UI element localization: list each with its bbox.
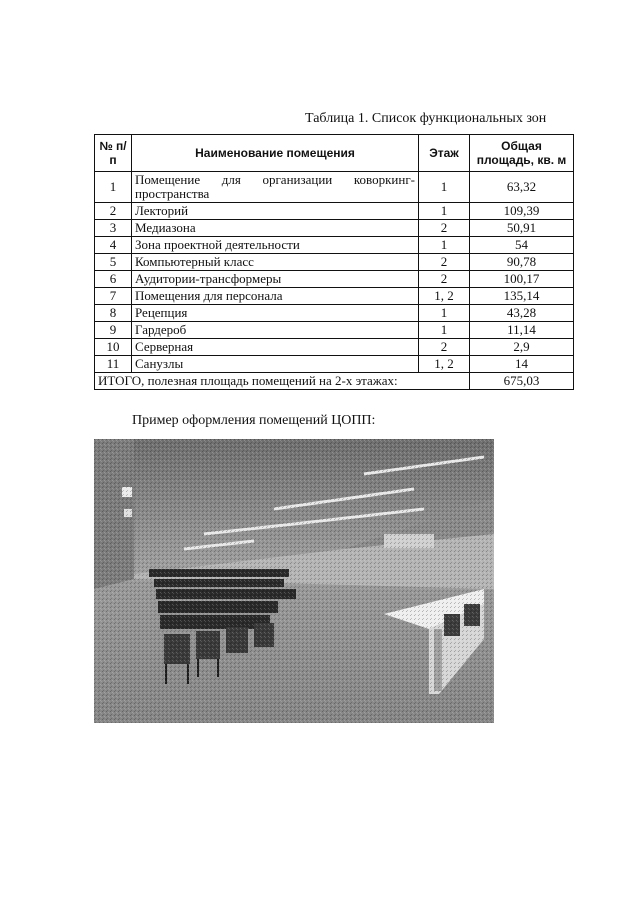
row-area: 43,28: [470, 305, 574, 322]
row-name: Помещение для организации коворкинг-пространства: [132, 172, 419, 203]
example-title: Пример оформления помещений ЦОПП:: [132, 413, 376, 428]
table-row: [95, 305, 574, 322]
row-area: 100,17: [470, 271, 574, 288]
row-area: 109,39: [470, 203, 574, 220]
row-name: Аудитории-трансформеры: [132, 271, 419, 288]
row-name: Компьютерный класс: [132, 254, 419, 271]
table-header-row: [95, 135, 574, 172]
row-num: 7: [95, 288, 132, 305]
row-num: 11: [95, 356, 132, 373]
table-row: [95, 220, 574, 237]
row-area: 54: [470, 237, 574, 254]
header-area: Общая площадь, кв. м: [470, 135, 574, 172]
row-floor: 1: [419, 203, 470, 220]
row-floor: 1: [419, 172, 470, 203]
table-row: [95, 322, 574, 339]
row-floor: 2: [419, 271, 470, 288]
row-num: 6: [95, 271, 132, 288]
row-num: 1: [95, 172, 132, 203]
row-area: 11,14: [470, 322, 574, 339]
row-name: Лекторий: [132, 203, 419, 220]
row-num: 2: [95, 203, 132, 220]
table-row: [95, 203, 574, 220]
row-num: 10: [95, 339, 132, 356]
row-floor: 2: [419, 220, 470, 237]
row-floor: 2: [419, 339, 470, 356]
table-row: [95, 339, 574, 356]
row-num: 5: [95, 254, 132, 271]
table-total-row: [95, 373, 574, 390]
row-floor: 1, 2: [419, 288, 470, 305]
header-name: Наименование помещения: [132, 135, 419, 172]
row-num: 8: [95, 305, 132, 322]
lecture-hall-photo-icon: [94, 439, 494, 723]
row-name: Медиазона: [132, 220, 419, 237]
table-caption: Таблица 1. Список функциональных зон: [305, 111, 547, 126]
row-floor: 1: [419, 305, 470, 322]
row-area: 50,91: [470, 220, 574, 237]
table-row: [95, 271, 574, 288]
row-num: 9: [95, 322, 132, 339]
row-name: Зона проектной деятельности: [132, 237, 419, 254]
table-row: [95, 172, 574, 203]
row-name: Санузлы: [132, 356, 419, 373]
row-area: 2,9: [470, 339, 574, 356]
row-area: 90,78: [470, 254, 574, 271]
row-num: 4: [95, 237, 132, 254]
lecture-hall-photo: [94, 439, 494, 723]
header-floor: Этаж: [419, 135, 470, 172]
row-floor: 2: [419, 254, 470, 271]
table-row: [95, 288, 574, 305]
row-floor: 1: [419, 322, 470, 339]
row-area: 63,32: [470, 172, 574, 203]
row-area: 135,14: [470, 288, 574, 305]
table-row: [95, 254, 574, 271]
total-label: ИТОГО, полезная площадь помещений на 2-х этажах:: [95, 373, 470, 390]
row-name: Гардероб: [132, 322, 419, 339]
row-floor: 1: [419, 237, 470, 254]
row-name: Рецепция: [132, 305, 419, 322]
functional-zones-table: [94, 134, 574, 390]
table-row: [95, 356, 574, 373]
row-area: 14: [470, 356, 574, 373]
table-row: [95, 237, 574, 254]
header-num: № п/п: [95, 135, 132, 172]
row-num: 3: [95, 220, 132, 237]
total-value: 675,03: [470, 373, 574, 390]
row-name: Помещения для персонала: [132, 288, 419, 305]
row-floor: 1, 2: [419, 356, 470, 373]
row-name: Серверная: [132, 339, 419, 356]
